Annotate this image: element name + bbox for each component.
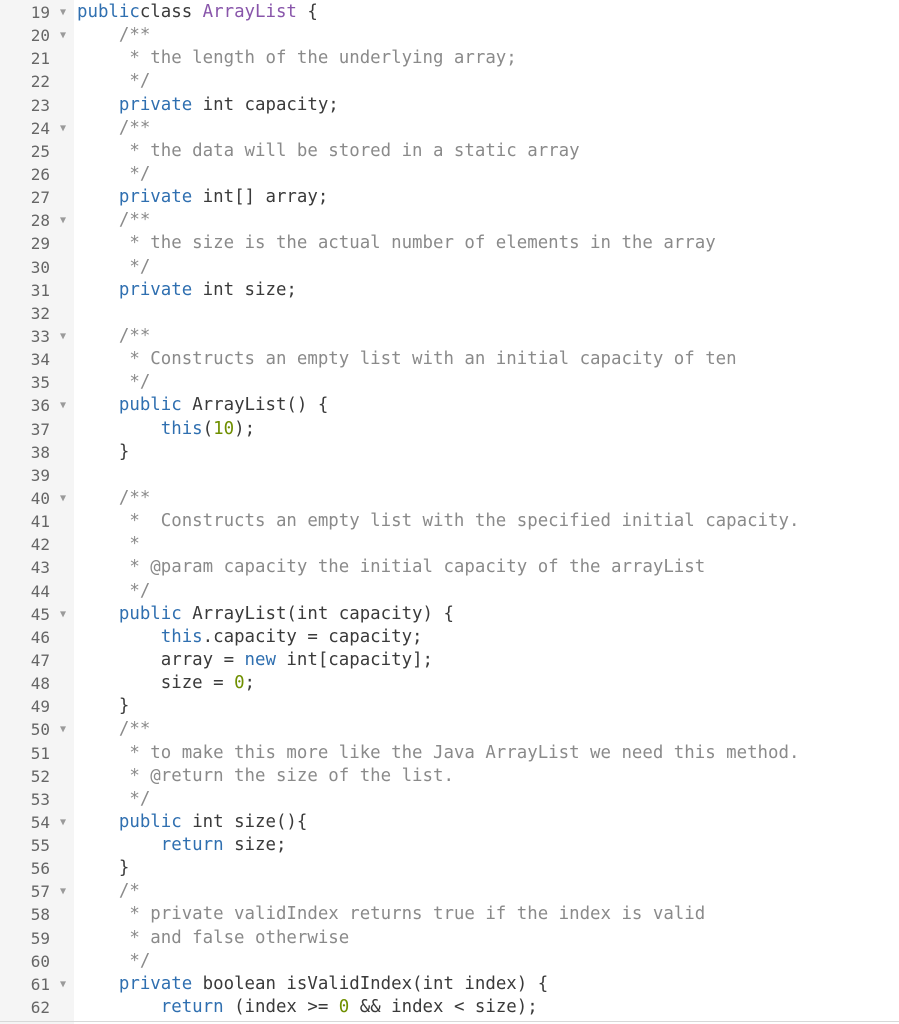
code-token: [77, 71, 129, 91]
code-line[interactable]: [0, 649, 899, 672]
fold-toggle-icon[interactable]: ▼: [59, 816, 67, 828]
code-line[interactable]: [0, 418, 899, 441]
code-lines[interactable]: [0, 1, 899, 1019]
code-token: [77, 951, 129, 971]
code-line[interactable]: [0, 279, 899, 302]
line-number: 32: [30, 303, 50, 323]
line-number: 62: [30, 998, 50, 1018]
code-token: public: [118, 811, 182, 832]
code-text: [77, 279, 297, 302]
code-line[interactable]: [0, 47, 899, 70]
code-text: [77, 94, 339, 117]
code-line[interactable]: [0, 70, 899, 93]
fold-toggle-icon[interactable]: ▼: [59, 122, 67, 134]
line-number: 29: [30, 234, 50, 254]
code-token: {: [296, 2, 318, 22]
code-token: [77, 789, 129, 809]
code-line[interactable]: [0, 24, 899, 47]
code-token: */: [129, 580, 151, 601]
line-number: 21: [30, 49, 50, 69]
code-token: [77, 534, 129, 554]
line-number: 31: [30, 280, 50, 300]
code-line[interactable]: [0, 742, 899, 765]
code-line[interactable]: [0, 626, 899, 649]
code-text: [77, 163, 150, 186]
code-line[interactable]: [0, 186, 899, 209]
code-token: * Constructs an empty list with an initial capacity of ten: [129, 349, 737, 370]
code-token: ;: [244, 673, 256, 694]
code-token: */: [129, 788, 151, 809]
line-number: 35: [30, 373, 50, 393]
code-line[interactable]: [0, 371, 899, 394]
code-line[interactable]: [0, 903, 899, 926]
code-token: [77, 419, 161, 439]
code-text: [77, 718, 150, 741]
code-line[interactable]: [0, 695, 899, 718]
code-text: [77, 903, 705, 926]
code-token: *: [129, 534, 140, 555]
code-token: [77, 997, 161, 1017]
code-token: [77, 25, 119, 45]
code-line[interactable]: [0, 441, 899, 464]
code-token: .capacity = capacity;: [202, 626, 423, 647]
line-number: 61: [30, 974, 50, 994]
code-token: */: [129, 71, 151, 92]
code-line[interactable]: [0, 232, 899, 255]
code-token: [77, 928, 129, 948]
editor-bottom-border: [0, 1021, 899, 1022]
code-token: int capacity;: [192, 94, 339, 115]
fold-toggle-icon[interactable]: ▼: [59, 608, 67, 620]
code-line[interactable]: [0, 94, 899, 117]
code-token: int size;: [192, 279, 297, 300]
code-line[interactable]: [0, 603, 899, 626]
code-token: (index >=: [223, 997, 339, 1018]
line-number: 60: [30, 951, 50, 971]
line-number: 33: [30, 326, 50, 346]
line-number: 37: [30, 419, 50, 439]
code-line[interactable]: [0, 163, 899, 186]
line-number: 38: [30, 442, 50, 462]
code-token: [77, 719, 119, 739]
code-token: [77, 974, 119, 994]
code-text: [77, 580, 150, 603]
line-number: 43: [30, 558, 50, 578]
code-text: [77, 857, 129, 880]
code-text: [77, 649, 433, 672]
code-token: [77, 766, 129, 786]
code-line[interactable]: [0, 672, 899, 695]
line-number: 52: [30, 766, 50, 786]
line-number: 46: [30, 627, 50, 647]
code-text: [77, 510, 799, 533]
code-token: [77, 835, 161, 855]
line-number: 42: [30, 535, 50, 555]
code-text: [77, 441, 129, 464]
code-text: [77, 973, 548, 996]
line-number: 34: [30, 350, 50, 370]
code-token: private: [118, 973, 193, 994]
code-token: /**: [118, 487, 151, 508]
code-text: [77, 24, 150, 47]
code-line[interactable]: [0, 580, 899, 603]
line-number: 47: [30, 650, 50, 670]
fold-toggle-icon[interactable]: ▼: [59, 7, 67, 18]
code-token: * Constructs an empty list with the specified initial capacity.: [129, 511, 800, 532]
line-number: 24: [30, 118, 50, 138]
code-token: [77, 604, 119, 624]
code-token: * the length of the underlying array;: [129, 48, 517, 69]
code-token: && index < size);: [349, 997, 538, 1018]
code-token: ArrayList() {: [181, 395, 329, 416]
code-token: private: [118, 279, 193, 300]
code-text: [77, 626, 423, 649]
code-line[interactable]: [0, 765, 899, 788]
code-token: [77, 280, 119, 300]
line-number: 26: [30, 164, 50, 184]
code-token: * private validIndex returns true if the index is valid: [129, 904, 706, 925]
code-token: 10: [213, 418, 235, 439]
code-text: [77, 603, 454, 626]
code-token: [77, 118, 119, 138]
code-token: [77, 627, 161, 647]
code-token: [77, 904, 129, 924]
code-token: /*: [118, 881, 140, 902]
code-line[interactable]: [0, 487, 899, 510]
code-token: /**: [118, 25, 151, 46]
code-line[interactable]: [0, 117, 899, 140]
line-number: 45: [30, 604, 50, 624]
code-token: [77, 326, 119, 346]
code-text: [77, 209, 150, 232]
code-line[interactable]: [0, 256, 899, 279]
code-token: * the data will be stored in a static array: [129, 140, 580, 161]
code-token: [77, 557, 129, 577]
code-token: [77, 743, 129, 763]
code-token: class: [139, 2, 193, 22]
line-number: 56: [30, 859, 50, 879]
code-token: [77, 164, 129, 184]
code-line[interactable]: [0, 927, 899, 950]
code-text: [77, 418, 255, 441]
code-token: */: [129, 372, 151, 393]
code-token: /**: [118, 117, 151, 138]
line-number: 55: [30, 836, 50, 856]
code-token: boolean isValidIndex(int index) {: [192, 973, 549, 994]
code-token: */: [129, 163, 151, 184]
line-number: 44: [30, 581, 50, 601]
code-token: return: [160, 835, 224, 856]
code-line[interactable]: [0, 1, 899, 24]
line-number: 19: [30, 3, 50, 22]
code-token: public: [118, 603, 182, 624]
line-number: 22: [30, 72, 50, 92]
code-text: [77, 556, 705, 579]
code-line[interactable]: [0, 325, 899, 348]
fold-toggle-icon[interactable]: ▼: [59, 30, 67, 42]
code-text: [77, 672, 255, 695]
code-token: private: [118, 187, 193, 208]
code-token: new: [244, 649, 276, 670]
code-token: [77, 95, 119, 115]
code-line[interactable]: [0, 209, 899, 232]
code-token: public: [77, 2, 140, 22]
line-number: 27: [30, 188, 50, 208]
line-number: 58: [30, 905, 50, 925]
code-token: 0: [338, 997, 350, 1018]
code-line[interactable]: [0, 996, 899, 1019]
code-token: /**: [118, 325, 151, 346]
code-text: [77, 811, 307, 834]
code-text: [77, 256, 150, 279]
fold-toggle-icon[interactable]: ▼: [59, 215, 67, 227]
code-token: * to make this more like the Java ArrayList we need this method.: [129, 742, 800, 763]
code-token: private: [118, 94, 193, 115]
code-text: [77, 47, 517, 70]
line-number: 39: [30, 465, 50, 485]
code-line[interactable]: [0, 973, 899, 996]
code-token: [77, 233, 129, 253]
code-text: [77, 325, 150, 348]
code-text: [77, 371, 150, 394]
code-line[interactable]: [0, 718, 899, 741]
code-token: [77, 141, 129, 161]
code-text: [77, 140, 580, 163]
line-number: 51: [30, 743, 50, 763]
code-token: this: [160, 418, 203, 439]
code-token: int[] array;: [192, 187, 329, 208]
line-number: 57: [30, 882, 50, 902]
code-text: [77, 788, 150, 811]
code-token: [77, 511, 129, 531]
line-number: 54: [30, 812, 50, 832]
code-token: ArrayList: [202, 2, 297, 22]
line-number: 53: [30, 789, 50, 809]
code-line[interactable]: [0, 880, 899, 903]
line-number: 59: [30, 928, 50, 948]
code-text: [77, 695, 129, 718]
code-token: [77, 488, 119, 508]
line-number: 41: [30, 512, 50, 532]
code-token: [77, 210, 119, 230]
fold-toggle-icon[interactable]: ▼: [59, 330, 67, 342]
code-text: [77, 117, 150, 140]
code-token: [77, 881, 119, 901]
code-token: * @param capacity the initial capacity of the arrayList: [129, 557, 706, 578]
code-token: int[capacity];: [275, 649, 434, 670]
code-token: ArrayList(int capacity) {: [181, 603, 454, 624]
fold-toggle-icon[interactable]: ▼: [59, 886, 67, 898]
code-token: [77, 581, 129, 601]
line-number: 20: [30, 26, 50, 46]
code-token: }: [77, 696, 130, 717]
code-token: );: [234, 418, 256, 439]
fold-toggle-icon[interactable]: ▼: [59, 978, 67, 990]
line-number: 50: [30, 720, 50, 740]
code-text: [77, 927, 349, 950]
code-token: [77, 349, 129, 369]
code-line[interactable]: [0, 834, 899, 857]
code-text: [77, 996, 538, 1019]
code-token: * and false otherwise: [129, 927, 350, 948]
code-line[interactable]: [0, 302, 899, 325]
line-number: 49: [30, 697, 50, 717]
code-text: [77, 533, 140, 556]
line-number: 28: [30, 211, 50, 231]
code-token: /**: [118, 719, 151, 740]
code-text: [77, 880, 140, 903]
code-text: [77, 950, 150, 973]
code-token: }: [77, 441, 130, 462]
line-number: 30: [30, 257, 50, 277]
code-token: [77, 812, 119, 832]
code-text: [77, 348, 737, 371]
code-line[interactable]: [0, 394, 899, 417]
code-text: [77, 70, 150, 93]
code-token: this: [160, 626, 203, 647]
code-token: size =: [77, 673, 235, 694]
code-text: [77, 1, 318, 24]
code-line[interactable]: [0, 556, 899, 579]
code-token: */: [129, 950, 151, 971]
code-token: [192, 2, 202, 22]
fold-toggle-icon[interactable]: ▼: [59, 400, 67, 412]
code-token: return: [160, 997, 224, 1018]
code-line[interactable]: [0, 348, 899, 371]
code-token: [77, 257, 129, 277]
code-line[interactable]: [0, 464, 899, 487]
code-text: [77, 834, 286, 857]
code-text: [77, 232, 716, 255]
code-token: * the size is the actual number of elements in the array: [129, 233, 716, 254]
code-line[interactable]: [0, 857, 899, 880]
code-text: [77, 186, 328, 209]
fold-toggle-icon[interactable]: ▼: [59, 492, 67, 504]
code-token: [77, 372, 129, 392]
code-token: }: [77, 858, 130, 879]
line-number: 23: [30, 95, 50, 115]
code-token: /**: [118, 210, 151, 231]
fold-toggle-icon[interactable]: ▼: [59, 724, 67, 736]
code-token: [77, 48, 129, 68]
line-number: 40: [30, 488, 50, 508]
code-line[interactable]: [0, 811, 899, 834]
code-token: 0: [234, 673, 245, 694]
code-line[interactable]: [0, 510, 899, 533]
code-token: (: [202, 418, 214, 439]
code-text: [77, 394, 328, 417]
code-token: size;: [223, 835, 287, 856]
code-token: public: [118, 395, 182, 416]
code-line[interactable]: [0, 788, 899, 811]
code-token: */: [129, 256, 151, 277]
code-token: [77, 187, 119, 207]
code-text: [77, 487, 150, 510]
code-text: [77, 765, 454, 788]
code-line[interactable]: [0, 950, 899, 973]
line-number: 25: [30, 141, 50, 161]
line-number: 48: [30, 674, 50, 694]
code-token: [77, 395, 119, 415]
code-token: array =: [77, 649, 245, 670]
code-line[interactable]: [0, 140, 899, 163]
code-token: int size(){: [181, 811, 308, 832]
code-line[interactable]: [0, 533, 899, 556]
code-token: * @return the size of the list.: [129, 765, 454, 786]
line-number: 36: [30, 396, 50, 416]
code-text: [77, 742, 799, 765]
